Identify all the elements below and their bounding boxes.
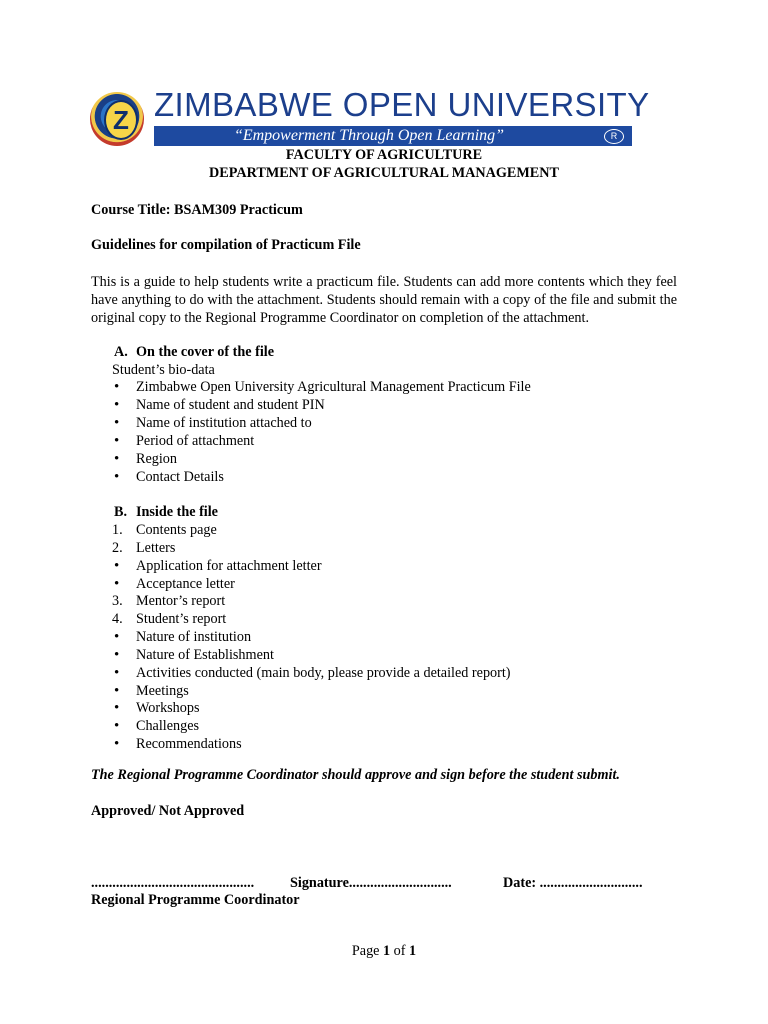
list-item: • Recommendations xyxy=(114,736,242,752)
list-item: 2. Letters xyxy=(112,540,176,556)
list-item: • Contact Details xyxy=(114,469,224,485)
bullet-icon: • xyxy=(114,718,120,734)
bullet-icon: • xyxy=(114,629,120,645)
bullet-icon: • xyxy=(114,397,120,413)
department-heading: DEPARTMENT OF AGRICULTURAL MANAGEMENT xyxy=(209,165,559,181)
bullet-icon: • xyxy=(114,683,120,699)
list-item: • Challenges xyxy=(114,718,200,734)
approval-status: Approved/ Not Approved xyxy=(91,803,245,819)
signature-line: Signature............................. xyxy=(290,875,452,891)
bullet-icon: • xyxy=(114,558,120,574)
section-a-subtitle: Student’s bio-data xyxy=(112,362,215,378)
bullet-icon: • xyxy=(114,736,120,752)
list-item: • Zimbabwe Open University Agricultural Management Practicum File xyxy=(114,379,531,395)
list-item: • Name of institution attached to xyxy=(114,415,312,431)
faculty-heading: FACULTY OF AGRICULTURE xyxy=(285,147,483,163)
list-marker: 3. xyxy=(112,593,123,609)
motto-band xyxy=(154,126,632,146)
bullet-icon: • xyxy=(114,576,120,592)
university-motto: “Empowerment Through Open Learning” xyxy=(233,127,505,144)
bullet-icon: • xyxy=(114,451,120,467)
emblem-icon xyxy=(90,92,144,146)
section-a-letter: A. xyxy=(114,344,128,360)
bullet-icon: • xyxy=(114,700,120,716)
list-item: • Activities conducted (main body, please provide a detailed report) xyxy=(114,665,511,681)
page-number: Page 1 of 1 xyxy=(351,943,417,959)
bullet-icon: • xyxy=(114,469,120,485)
list-item: • Region xyxy=(114,451,177,467)
approval-note: The Regional Programme Coordinator should approve and sign before the student submit. xyxy=(91,767,620,783)
list-item: • Nature of Establishment xyxy=(114,647,274,663)
bullet-icon: • xyxy=(114,415,120,431)
bullet-icon: • xyxy=(114,647,120,663)
bullet-icon: • xyxy=(114,665,120,681)
registered-mark-icon: R xyxy=(604,129,624,144)
guidelines-title: Guidelines for compilation of Practicum File xyxy=(91,237,361,253)
list-item: • Nature of institution xyxy=(114,629,252,645)
list-item: • Period of attachment xyxy=(114,433,255,449)
list-item: • Acceptance letter xyxy=(114,576,235,592)
section-a-title: On the cover of the file xyxy=(136,344,275,360)
university-logo xyxy=(88,86,650,148)
bullet-icon: • xyxy=(114,433,120,449)
section-b-title: Inside the file xyxy=(136,504,218,520)
list-item: • Name of student and student PIN xyxy=(114,397,325,413)
page-total: 1 xyxy=(409,943,417,959)
university-name: ZIMBABWE OPEN UNIVERSITY xyxy=(154,86,650,123)
date-line: Date: ............................. xyxy=(503,875,643,891)
list-item: 1. Contents page xyxy=(112,522,217,538)
page-current: 1 xyxy=(383,943,391,959)
list-item: • Application for attachment letter xyxy=(114,558,322,574)
name-line: .............................................. xyxy=(91,875,255,891)
list-item: • Workshops xyxy=(114,700,200,716)
list-item: • Meetings xyxy=(114,683,189,699)
coordinator-role: Regional Programme Coordinator xyxy=(91,892,300,908)
list-marker: 4. xyxy=(112,611,123,627)
section-b-letter: B. xyxy=(114,504,128,520)
list-marker: 1. xyxy=(112,522,123,538)
course-title: Course Title: BSAM309 Practicum xyxy=(91,202,303,218)
bullet-icon: • xyxy=(114,379,120,395)
emblem-letter: Z xyxy=(104,100,138,140)
intro-paragraph: This is a guide to help students write a practicum file. Students can add more contents which they feel have anything to do with the attachment. Students should remain with a copy of the file and submit the original copy to the Regional Programme Coordinator on completion of the attachment. xyxy=(91,274,677,326)
list-item: 4. Student’s report xyxy=(112,611,227,627)
list-item: 3. Mentor’s report xyxy=(112,593,226,609)
list-marker: 2. xyxy=(112,540,123,556)
